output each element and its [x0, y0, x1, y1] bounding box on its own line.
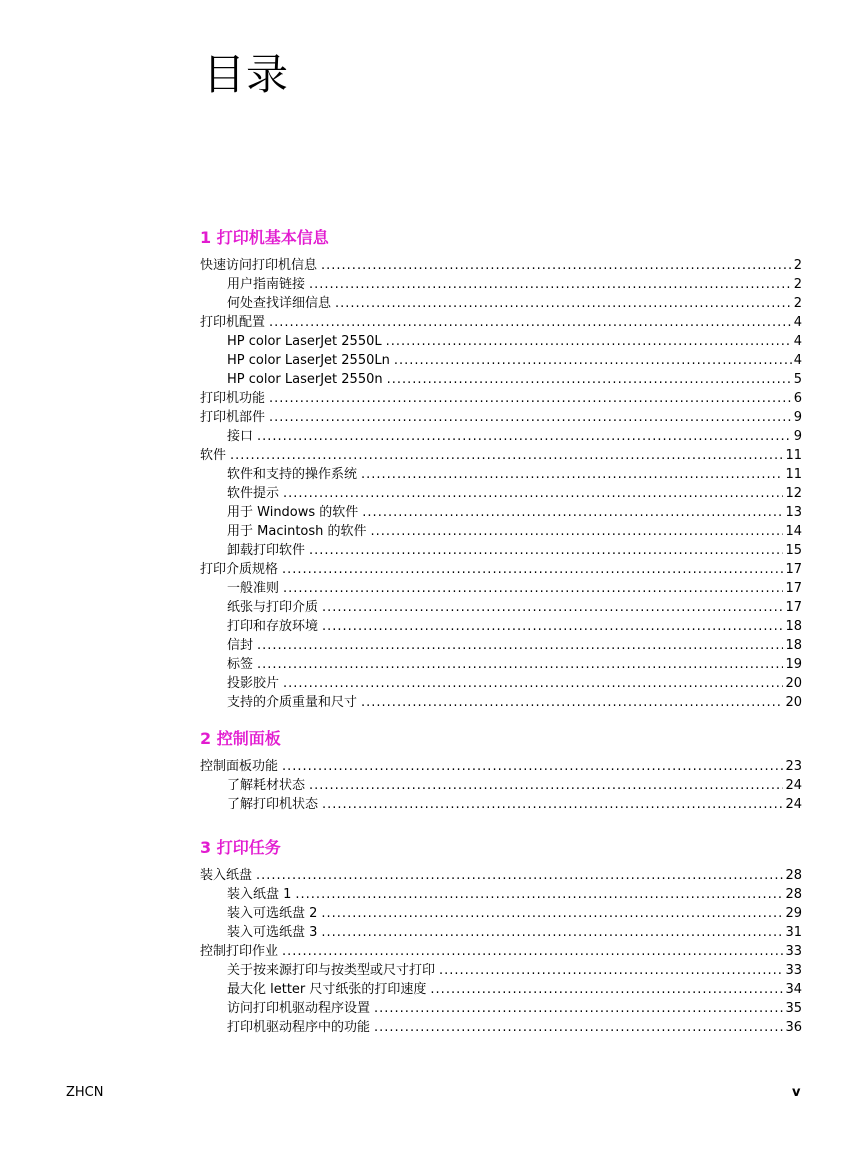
toc-entry-page: 17: [785, 600, 802, 615]
toc-entry-page: 24: [785, 797, 802, 812]
toc-entry[interactable]: [200, 579, 802, 598]
toc-entry-label: 装入纸盘: [200, 868, 253, 883]
toc-entry[interactable]: [200, 484, 802, 503]
toc-entry[interactable]: [200, 465, 802, 484]
toc-entry-page: 11: [785, 467, 802, 482]
toc-entry-page: 11: [785, 448, 802, 463]
footer-doc-code: ZHCN: [66, 1085, 104, 1100]
toc-entry-label: HP color LaserJet 2550Ln: [227, 353, 390, 368]
toc-entry-page: 28: [785, 868, 802, 883]
dot-leader: [386, 332, 792, 351]
toc-entry[interactable]: [200, 351, 802, 370]
toc-entry-label: 打印机功能: [200, 391, 266, 406]
dot-leader: [321, 923, 783, 942]
toc-entry[interactable]: [200, 560, 802, 579]
toc-entry-page: 18: [785, 619, 802, 634]
toc-entry[interactable]: [200, 598, 802, 617]
toc-entry[interactable]: [200, 885, 802, 904]
dot-leader: [322, 795, 783, 814]
toc-entry-page: 4: [793, 334, 802, 349]
toc-entry[interactable]: [200, 980, 802, 999]
dot-leader: [430, 980, 783, 999]
dot-leader: [322, 598, 783, 617]
toc-entry-page: 20: [785, 676, 802, 691]
toc-entry-label: 信封: [227, 638, 254, 653]
toc-entry-label: 装入可选纸盘 2: [227, 906, 318, 921]
toc-entry[interactable]: [200, 636, 802, 655]
toc-entry[interactable]: [200, 795, 802, 814]
dot-leader: [269, 408, 792, 427]
toc-entry-page: 9: [793, 410, 802, 425]
toc-entry-label: 装入纸盘 1: [227, 887, 292, 902]
toc-entry-label: 用于 Macintosh 的软件: [227, 524, 367, 539]
dot-leader: [309, 776, 783, 795]
toc-entry-label: 软件提示: [227, 486, 280, 501]
toc-entry-page: 15: [785, 543, 802, 558]
toc-entry[interactable]: [200, 1018, 802, 1037]
chapter-3: [200, 838, 802, 1037]
toc-entry-page: 12: [785, 486, 802, 501]
dot-leader: [394, 351, 792, 370]
toc-entry[interactable]: [200, 757, 802, 776]
toc-entry-page: 23: [785, 759, 802, 774]
toc-entry-page: 17: [785, 581, 802, 596]
toc-entry-page: 20: [785, 695, 802, 710]
page-title: 目录: [203, 50, 290, 99]
dot-leader: [283, 674, 783, 693]
toc-entry[interactable]: [200, 693, 802, 712]
dot-leader: [283, 484, 783, 503]
dot-leader: [321, 256, 792, 275]
dot-leader: [321, 904, 783, 923]
dot-leader: [256, 866, 783, 885]
toc-entry-label: 打印机驱动程序中的功能: [227, 1020, 371, 1035]
toc-entry-label: 访问打印机驱动程序设置: [227, 1001, 371, 1016]
toc-entry[interactable]: [200, 776, 802, 795]
dot-leader: [282, 757, 783, 776]
toc-entry-page: 17: [785, 562, 802, 577]
toc-entry-label: 一般准则: [227, 581, 280, 596]
toc-entry[interactable]: [200, 294, 802, 313]
toc-entry-page: 34: [785, 982, 802, 997]
dot-leader: [257, 655, 783, 674]
toc-entry-page: 28: [785, 887, 802, 902]
dot-leader: [335, 294, 792, 313]
dot-leader: [282, 942, 783, 961]
toc-entry[interactable]: [200, 999, 802, 1018]
toc-entry-label: 控制打印作业: [200, 944, 279, 959]
dot-leader: [439, 961, 783, 980]
chapter-heading: 2 控制面板: [200, 729, 281, 748]
toc-entry-page: 35: [785, 1001, 802, 1016]
dot-leader: [230, 446, 783, 465]
toc-entry[interactable]: [200, 942, 802, 961]
footer-page-number: v: [792, 1085, 801, 1100]
toc-entry-page: 2: [793, 258, 802, 273]
dot-leader: [257, 427, 792, 446]
toc-entry-label: 快速访问打印机信息: [200, 258, 318, 273]
toc-entry-page: 5: [793, 372, 802, 387]
toc-entry-page: 36: [785, 1020, 802, 1035]
toc-entry[interactable]: [200, 446, 802, 465]
toc-entries: [200, 866, 802, 1037]
toc-entry-label: 支持的介质重量和尺寸: [227, 695, 358, 710]
toc-entry-label: 软件: [200, 448, 227, 463]
toc-entry-label: 用于 Windows 的软件: [227, 505, 359, 520]
toc-entry[interactable]: [200, 866, 802, 885]
toc-entry-label: 何处查找详细信息: [227, 296, 332, 311]
toc-entry-label: 用户指南链接: [227, 277, 306, 292]
chapter-heading: 1 打印机基本信息: [200, 228, 329, 247]
dot-leader: [282, 560, 783, 579]
toc-entry[interactable]: [200, 370, 802, 389]
toc-entry[interactable]: [200, 503, 802, 522]
toc-entry-page: 4: [793, 315, 802, 330]
toc-entry-page: 33: [785, 944, 802, 959]
toc-entry-label: 卸载打印软件: [227, 543, 306, 558]
dot-leader: [295, 885, 783, 904]
dot-leader: [371, 522, 784, 541]
toc-entry-page: 4: [793, 353, 802, 368]
toc-entry-label: 纸张与打印介质: [227, 600, 319, 615]
toc-entry-page: 33: [785, 963, 802, 978]
toc-entry-page: 31: [785, 925, 802, 940]
dot-leader: [361, 465, 783, 484]
toc-entry[interactable]: [200, 923, 802, 942]
toc-entry-label: HP color LaserJet 2550L: [227, 334, 382, 349]
toc-entry[interactable]: [200, 674, 802, 693]
toc-entry-page: 19: [785, 657, 802, 672]
toc-entry[interactable]: [200, 904, 802, 923]
toc-entry[interactable]: [200, 275, 802, 294]
toc-entry-page: 18: [785, 638, 802, 653]
toc-entries: [200, 757, 802, 814]
toc-entry-label: 控制面板功能: [200, 759, 279, 774]
toc-entry-label: 了解打印机状态: [227, 797, 319, 812]
toc-entry-page: 13: [785, 505, 802, 520]
dot-leader: [361, 693, 783, 712]
dot-leader: [309, 275, 792, 294]
toc-entry-page: 2: [793, 277, 802, 292]
toc-entry-page: 6: [793, 391, 802, 406]
toc-entry-page: 24: [785, 778, 802, 793]
toc-entry-page: 29: [785, 906, 802, 921]
toc-entry[interactable]: [200, 408, 802, 427]
chapter-heading: 3 打印任务: [200, 838, 281, 857]
dot-leader: [387, 370, 792, 389]
toc-entry-label: 了解耗材状态: [227, 778, 306, 793]
toc-entry-page: 14: [785, 524, 802, 539]
dot-leader: [283, 579, 783, 598]
toc-entry-label: 最大化 letter 尺寸纸张的打印速度: [227, 982, 427, 997]
toc-entry[interactable]: [200, 313, 802, 332]
toc-entry-label: 接口: [227, 429, 254, 444]
toc-entry[interactable]: [200, 655, 802, 674]
dot-leader: [374, 999, 783, 1018]
toc-entry-label: 打印机配置: [200, 315, 266, 330]
toc-entry-label: 标签: [227, 657, 254, 672]
toc-entry-page: 9: [793, 429, 802, 444]
toc-entry[interactable]: [200, 617, 802, 636]
toc-entry[interactable]: [200, 522, 802, 541]
toc-entry-label: 打印机部件: [200, 410, 266, 425]
toc-entry-label: 关于按来源打印与按类型或尺寸打印: [227, 963, 436, 978]
dot-leader: [322, 617, 783, 636]
toc-entry[interactable]: [200, 427, 802, 446]
dot-leader: [362, 503, 783, 522]
toc-entries: [200, 256, 802, 712]
toc-entry-label: 打印和存放环境: [227, 619, 319, 634]
chapter-1: [200, 228, 802, 712]
toc-entry-label: HP color LaserJet 2550n: [227, 372, 383, 387]
toc-entry[interactable]: [200, 256, 802, 275]
toc-entry-page: 2: [793, 296, 802, 311]
toc-entry[interactable]: [200, 332, 802, 351]
dot-leader: [269, 313, 792, 332]
toc-entry-label: 软件和支持的操作系统: [227, 467, 358, 482]
toc-entry-label: 装入可选纸盘 3: [227, 925, 318, 940]
toc-entry[interactable]: [200, 961, 802, 980]
toc-entry[interactable]: [200, 541, 802, 560]
dot-leader: [257, 636, 783, 655]
chapter-2: [200, 729, 802, 814]
dot-leader: [374, 1018, 783, 1037]
dot-leader: [269, 389, 792, 408]
toc-entry-label: 投影胶片: [227, 676, 280, 691]
dot-leader: [309, 541, 783, 560]
toc-entry-label: 打印介质规格: [200, 562, 279, 577]
toc-entry[interactable]: [200, 389, 802, 408]
